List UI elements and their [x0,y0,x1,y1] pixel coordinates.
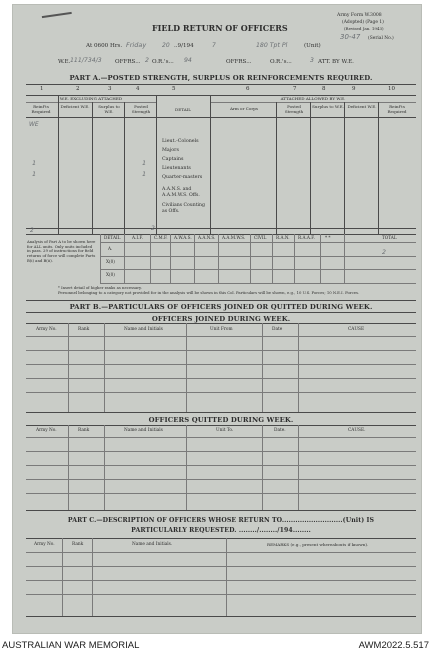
part-c-title-line1: PART C.—DESCRIPTION OF OFFICERS WHOSE RETURN TO...........................(Unit) IS [67,517,375,524]
excluding-attached-header: W.E. EXCLUDING ATTACHED [59,96,123,101]
footer-source: AUSTRALIAN WAR MEMORIAL [2,640,140,651]
analysis-col-civil: CIVIL [254,235,267,240]
analysis-col-other: * * [325,235,331,240]
revised-label: (Revised Jan. 1943) [344,26,384,31]
analysis-col-awas: A.W.A.S. [174,235,192,240]
analysis-row-x2: X(0) [106,272,115,277]
col4-hand-1: 1 [142,159,147,167]
offrs-value: 2 [145,57,149,64]
adopted-label: (Adopted) (Page 1) [342,20,384,25]
footer-bar [0,636,432,653]
detail-header: DETAIL [174,107,192,112]
analysis-col-aans: A.A.N.S. [198,235,216,240]
joined-col-rank: Rank [78,327,90,332]
deficient-header: Deficient W.E. [60,104,90,109]
col-number-5: 5 [172,86,176,92]
part-b-title: PART B.—PARTICULARS OF OFFICERS JOINED OR QUITTED DURING WEEK. [69,303,373,311]
paper-clip-mark [42,12,72,21]
part-c-title-line2: PARTICULARLY REQUESTED. ......../......../194........ [131,527,311,534]
reinfts-header: Reinf'ts Required [31,104,51,114]
date-printed: ..9/194 [174,43,194,49]
army-form-number: Army Form W.3008 [337,13,382,18]
analysis-row-x1: X(0) [106,259,115,264]
form-sheet [12,4,422,634]
analysis-col-aif: A.I.F. [132,235,143,240]
detail-quarter-masters: Quarter-masters [162,175,203,180]
analysis-col-total: TOTAL [382,235,397,240]
quitted-col-rank: Rank [78,428,90,433]
detail-civilians: Civilians Counting as Offs. [162,203,205,214]
quitted-col-army-no: Army No. [36,428,57,433]
day-value: Friday [126,41,147,49]
col2-hand-1: 1 [32,159,37,167]
posted-header: Posted Strength [131,104,151,114]
analysis-col-detail: DETAIL [104,235,121,240]
quitted-title: OFFICERS QUITTED DURING WEEK. [148,416,294,424]
footnote-1: * Insert detail of higher ranks as necessary. [58,285,142,290]
col-number-2: 2 [76,86,80,92]
joined-title: OFFICERS JOINED DURING WEEK. [151,315,291,323]
col2-hand-2: 1 [32,170,37,178]
attached-allowed-header: ATTACHED ALLOWED BY W.E. [280,96,346,101]
ors-value: 94 [184,57,192,64]
total-hand-left: 2 [30,227,34,234]
posted7-header: Posted Strength [284,104,304,114]
part-c-col-remarks: REMARKS (e.g., present whereabouts if known). [267,542,369,547]
attached-ors-label: O.R.'s... [270,59,292,65]
date-value: 20 [162,42,170,49]
analysis-col-ran: R.A.N. [276,235,290,240]
quitted-col-cause: CAUSE. [348,428,366,433]
total-hand-mid: 2 [151,225,155,232]
we-prefix: W.E. [58,59,71,65]
analysis-col-raaf: R.A.A.F. [298,235,315,240]
part-c-col-army-no: Army No. [34,542,55,547]
offrs-label: OFFRS... [115,59,141,65]
serial-number-value: 30-47 [340,33,361,41]
detail-lieut-colonels: Lieut.-Colonels [162,139,199,144]
part-c-col-name: Name and Initials. [132,542,173,547]
joined-col-unit-from: Unit From [210,327,233,332]
arm-corps-header: Arm or Corps [229,106,259,111]
col-number-10: 10 [388,86,395,92]
detail-lieutenants: Lieutenants [162,166,191,171]
analysis-note: Analysis of Part A to be shown here for ALL units. Only units included in para. 29 of instructions for field returns of force will complete Parts B(i) and B(ii). [27,239,96,263]
analysis-col-aamws: A.A.M.W.S. [222,235,246,240]
joined-col-cause: CAUSE [348,327,365,332]
footer-accession: AWM2022.5.517 [358,640,429,651]
joined-col-date: Date [272,327,283,332]
analysis-total-hand: 2 [382,249,386,256]
ors-label: O.R.'s... [152,59,174,65]
we-hand-note: WE [29,121,39,128]
detail-majors: Majors [162,148,179,153]
month-value: 7 [212,42,216,49]
analysis-row-a: A. [108,246,113,251]
col-number-4: 4 [136,86,140,92]
surplus8-header: Surplus to W.E. [312,104,344,109]
col-number-6: 6 [246,86,250,92]
att-by-we-label: ATT. BY W.E. [318,59,354,65]
col4-hand-2: 1 [142,170,147,178]
quitted-col-unit-to: Unit To. [216,428,234,433]
part-c-col-rank: Rank [72,542,84,547]
we-value: 111/734/3 [70,57,102,64]
time-prefix: At 0600 Hrs. [86,43,123,49]
detail-captains: Captains [162,157,184,162]
deficient9-header: Deficient W.E. [347,104,377,109]
serial-number-label: (Serial No.) [368,36,394,41]
footnote-2: Personnel belonging to a category not provided for in the analysis will be shown in this Col. Particulars will be shown, e.g., 10 U.S. Forces; 10 N.E.I. Forces. [58,290,360,295]
quitted-col-date: Date. [274,428,286,433]
form-title: FIELD RETURN OF OFFICERS [152,23,288,33]
part-a-title: PART A.—POSTED STRENGTH, SURPLUS OR REINFORCEMENTS REQUIRED. [69,74,373,82]
attached-value: 3 [310,57,314,64]
analysis-col-cmf: C.M.F. [154,235,168,240]
unit-value: 180 Tpt Pl [256,42,288,49]
surplus-header: Surplus to W.E. [98,104,120,114]
attached-offrs-label: OFFRS... [226,59,252,65]
quitted-col-name: Name and Initials [124,428,163,433]
unit-label: (Unit) [304,43,321,49]
joined-col-name: Name and Initials [124,327,163,332]
joined-col-army-no: Army No. [36,327,57,332]
col-number-1: 1 [40,86,44,92]
col-number-7: 7 [293,86,297,92]
reinfts10-header: Reinf'ts Required [387,104,407,114]
col-number-9: 9 [352,86,356,92]
detail-aans-aamws: A.A.N.S. and A.A.M.W.S. Offs. [162,187,200,198]
col-number-8: 8 [322,86,326,92]
col-number-3: 3 [108,86,112,92]
